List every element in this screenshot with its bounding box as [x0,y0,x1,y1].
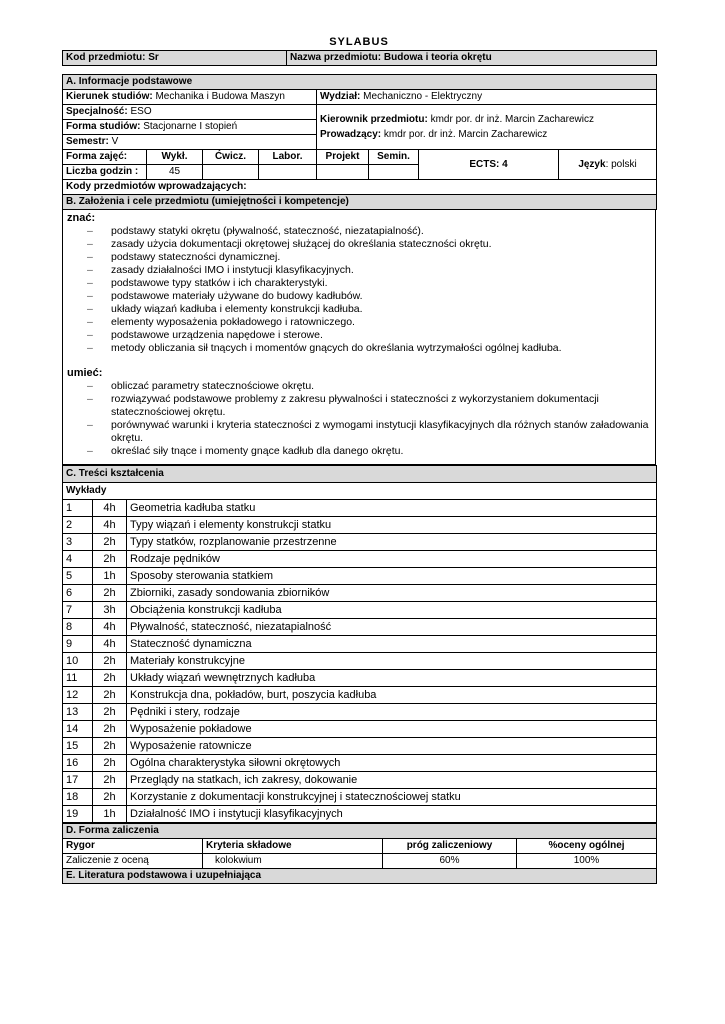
table-row [63,670,657,687]
lecture-hours: 2h [93,687,127,704]
lecture-number: 1 [63,500,93,517]
section-e-heading: E. Literatura podstawowa i uzupełniająca [63,869,657,884]
list-item: – porównywać warunki i kryteria stateczności z wymogami instytucji klasyfikacyjnych dla różnych stanów załadowania okrętu. [87,419,651,445]
lecture-number: 16 [63,755,93,772]
list-item: – zasady użycia dokumentacji okrętowej służącej do określania stateczności okrętu. [87,238,651,251]
lecture-hours: 2h [93,585,127,602]
lecture-topic: Pływalność, stateczność, niezatapialność [127,619,657,636]
list-item: – elementy wyposażenia pokładowego i ratowniczego. [87,316,651,329]
lecture-number: 14 [63,721,93,738]
specialty: Specjalność: ESO [63,105,317,120]
table-row [63,755,657,772]
section-c-heading: C. Treści kształcenia [63,466,657,483]
col-exercises: Ćwicz. [203,150,259,165]
list-item: – metody obliczania sił tnących i momentów gnących do określania wytrzymałości ogólnej kadłuba. [87,342,651,355]
course-name: Nazwa przedmiotu: Budowa i teoria okrętu [287,51,657,66]
syllabus-page [62,34,656,884]
lecture-number: 8 [63,619,93,636]
lecture-topic: Obciążenia konstrukcji kadłuba [127,602,657,619]
lecture-hours: 1h [93,568,127,585]
cell-threshold: 60% [383,854,517,869]
skills-list [67,380,651,458]
lecture-hours: 2h [93,755,127,772]
ects: ECTS: 4 [419,150,559,180]
lecture-topic: Konstrukcja dna, pokładów, burt, poszycia kadłuba [127,687,657,704]
lecture-number: 19 [63,806,93,823]
table-row [63,738,657,755]
cell-rigor: Zaliczenie z oceną [63,854,203,869]
table-row [63,789,657,806]
lecture-hours: 4h [93,619,127,636]
list-item: – obliczać parametry statecznościowe okrętu. [87,380,651,393]
lecture-hours: 2h [93,704,127,721]
lecture-topic: Wyposażenie ratownicze [127,738,657,755]
lecture-hours: 2h [93,670,127,687]
section-a-heading: A. Informacje podstawowe [63,75,657,90]
table-row [63,653,657,670]
know-list [67,225,651,355]
lecture-topic: Geometria kadłuba statku [127,500,657,517]
lecture-hours: 2h [93,789,127,806]
lecture-hours: 3h [93,602,127,619]
field-of-study: Kierunek studiów: Mechanika i Budowa Maszyn [63,90,317,105]
section-b-content [62,210,656,465]
lecture-topic: Ogólna charakterystyka siłowni okrętowych [127,755,657,772]
hours-label: Liczba godzin : [63,165,147,180]
section-a-table [62,74,657,210]
table-row [63,517,657,534]
study-form: Forma studiów: Stacjonarne I stopień [63,120,317,135]
header-criteria: Kryteria składowe [203,839,383,854]
table-row [63,619,657,636]
lecture-number: 11 [63,670,93,687]
hours-seminar [369,165,419,180]
lecture-hours: 2h [93,772,127,789]
lecture-topic: Działalność IMO i instytucji klasyfikacyjnych [127,806,657,823]
table-row [63,704,657,721]
list-item: – układy wiązań kadłuba i elementy konstrukcji kadłuba. [87,303,651,316]
hours-project [317,165,369,180]
section-d-heading: D. Forma zaliczenia [63,824,657,839]
table-row [63,721,657,738]
lecture-topic: Wyposażenie pokładowe [127,721,657,738]
lecture-topic: Materiały konstrukcyjne [127,653,657,670]
lectures-label: Wykłady [63,483,657,500]
list-item: – podstawy stateczności dynamicznej. [87,251,651,264]
list-item: – podstawowe urządzenia napędowe i sterowe. [87,329,651,342]
lecture-hours: 2h [93,721,127,738]
col-seminar: Semin. [369,150,419,165]
hours-lecture: 45 [147,165,203,180]
lecture-hours: 1h [93,806,127,823]
lecture-topic: Układy wiązań wewnętrznych kadłuba [127,670,657,687]
lecture-topic: Przeglądy na statkach, ich zakresy, dokowanie [127,772,657,789]
lecture-topic: Korzystanie z dokumentacji konstrukcyjnej i statecznościowej statku [127,789,657,806]
lecture-number: 12 [63,687,93,704]
lecture-topic: Sposoby sterowania statkiem [127,568,657,585]
lecture-number: 3 [63,534,93,551]
cell-criteria: kolokwium [203,854,383,869]
lecture-number: 4 [63,551,93,568]
lecture-hours: 4h [93,517,127,534]
lecture-topic: Rodzaje pędników [127,551,657,568]
list-item: – rozwiązywać podstawowe problemy z zakresu pływalności i stateczności z wykorzystaniem dokumentacji statecznościowej okrętu. [87,393,651,419]
header-percent: %oceny ogólnej [517,839,657,854]
class-form-label: Forma zajęć: [63,150,147,165]
lecture-hours: 2h [93,551,127,568]
course-code: Kod przedmiotu: Sr [63,51,287,66]
table-row [63,636,657,653]
lecture-number: 7 [63,602,93,619]
lecture-number: 5 [63,568,93,585]
list-item: – określać siły tnące i momenty gnące kadłub dla danego okrętu. [87,445,651,458]
language: Język: polski [559,150,657,180]
lecture-topic: Typy wiązań i elementy konstrukcji statku [127,517,657,534]
col-project: Projekt [317,150,369,165]
table-row [63,772,657,789]
header-table [62,50,657,66]
skills-label: umieć: [67,367,103,379]
lecture-topic: Pędniki i stery, rodzaje [127,704,657,721]
know-label: znać: [67,212,96,224]
lecture-hours: 4h [93,636,127,653]
faculty: Wydział: Mechaniczno - Elektryczny [317,90,657,105]
lecture-hours: 2h [93,534,127,551]
table-row [63,687,657,704]
lecture-hours: 2h [93,738,127,755]
list-item: – podstawowe typy statków i ich charakterystyki. [87,277,651,290]
col-lab: Labor. [259,150,317,165]
section-d-table [62,823,657,884]
lectures-body [63,500,657,823]
hours-lab [259,165,317,180]
col-lecture: Wykł. [147,150,203,165]
lecture-number: 13 [63,704,93,721]
lecture-number: 15 [63,738,93,755]
table-row [63,500,657,517]
table-row [63,585,657,602]
list-item: – podstawy statyki okrętu (pływalność, stateczność, niezatapialność). [87,225,651,238]
semester: Semestr: V [63,135,317,150]
section-b-heading: B. Założenia i cele przedmiotu (umiejętności i kompetencje) [63,195,657,210]
section-c-table [62,465,657,823]
lecture-hours: 2h [93,653,127,670]
lecture-topic: Zbiorniki, zasady sondowania zbiorników [127,585,657,602]
prerequisites: Kody przedmiotów wprowadzających: [63,180,657,195]
hours-exercises [203,165,259,180]
cell-percent: 100% [517,854,657,869]
list-item: – podstawowe materiały używane do budowy kadłubów. [87,290,651,303]
lecture-topic: Stateczność dynamiczna [127,636,657,653]
table-row [63,534,657,551]
table-row [63,568,657,585]
lecture-number: 17 [63,772,93,789]
lecture-topic: Typy statków, rozplanowanie przestrzenne [127,534,657,551]
lecture-hours: 4h [93,500,127,517]
header-rigor: Rygor [63,839,203,854]
header-threshold: próg zaliczeniowy [383,839,517,854]
lecture-number: 2 [63,517,93,534]
lecture-number: 18 [63,789,93,806]
table-row [63,551,657,568]
list-item: – zasady działalności IMO i instytucji klasyfikacyjnych. [87,264,651,277]
instructors: Kierownik przedmiotu: kmdr por. dr inż. Marcin Zacharewicz Prowadzący: kmdr por. dr inż. Marcin Zacharewicz [317,105,657,150]
lecture-number: 10 [63,653,93,670]
table-row [63,806,657,823]
document-title: SYLABUS [329,36,389,48]
table-row [63,602,657,619]
lecture-number: 6 [63,585,93,602]
lecture-number: 9 [63,636,93,653]
